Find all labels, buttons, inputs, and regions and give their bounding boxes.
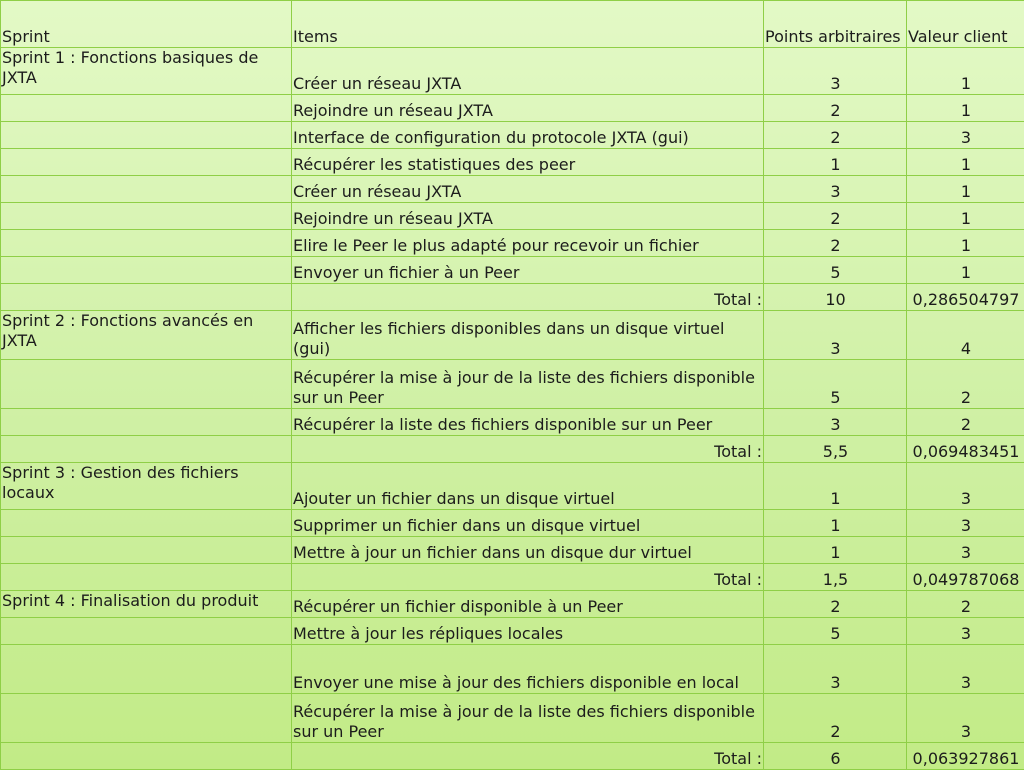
points-cell: 2 (764, 95, 907, 122)
points-cell: 2 (764, 591, 907, 618)
total-row (1, 284, 1024, 311)
item-cell: Récupérer un fichier disponible à un Peer (292, 591, 764, 618)
points-total: 5,5 (764, 436, 907, 463)
points-cell: 2 (764, 203, 907, 230)
points-cell: 2 (764, 694, 907, 743)
total-row (1, 743, 1024, 770)
sprint-cell (1, 409, 292, 436)
table-row (1, 149, 1024, 176)
table-row (1, 95, 1024, 122)
table-row (1, 257, 1024, 284)
table-row (1, 645, 1024, 694)
table-row (1, 176, 1024, 203)
table-row (1, 694, 1024, 743)
total-label: Total : (292, 564, 764, 591)
table-row (1, 311, 1024, 360)
value-cell: 1 (907, 48, 1024, 95)
value-total: 0,063927861 (907, 743, 1024, 770)
points-cell: 3 (764, 645, 907, 694)
points-cell: 1 (764, 149, 907, 176)
sprint-cell: Sprint 2 : Fonctions avancés en JXTA (1, 311, 292, 360)
item-cell: Interface de configuration du protocole JXTA (gui) (292, 122, 764, 149)
item-cell: Supprimer un fichier dans un disque virtuel (292, 510, 764, 537)
sprint-cell (1, 743, 292, 770)
sprint-cell (1, 257, 292, 284)
total-label: Total : (292, 436, 764, 463)
sprint-cell (1, 149, 292, 176)
sprint-cell: Sprint 4 : Finalisation du produit (1, 591, 292, 618)
sprint-cell (1, 564, 292, 591)
points-cell: 1 (764, 463, 907, 510)
item-cell: Rejoindre un réseau JXTA (292, 95, 764, 122)
header-sprint: Sprint (1, 1, 292, 48)
value-cell: 3 (907, 618, 1024, 645)
header-items: Items (292, 1, 764, 48)
sprint-cell (1, 203, 292, 230)
value-cell: 3 (907, 122, 1024, 149)
item-cell: Envoyer un fichier à un Peer (292, 257, 764, 284)
points-cell: 3 (764, 176, 907, 203)
sprint-cell (1, 284, 292, 311)
total-label: Total : (292, 743, 764, 770)
value-cell: 1 (907, 230, 1024, 257)
table-row (1, 510, 1024, 537)
points-cell: 2 (764, 122, 907, 149)
value-cell: 1 (907, 176, 1024, 203)
value-cell: 3 (907, 694, 1024, 743)
value-cell: 3 (907, 510, 1024, 537)
points-total: 1,5 (764, 564, 907, 591)
value-cell: 4 (907, 311, 1024, 360)
sprint-cell (1, 360, 292, 409)
header-row (1, 1, 1024, 48)
item-cell: Créer un réseau JXTA (292, 176, 764, 203)
item-cell: Récupérer les statistiques des peer (292, 149, 764, 176)
total-row (1, 436, 1024, 463)
header-value: Valeur client (907, 1, 1024, 48)
item-cell: Afficher les fichiers disponibles dans un disque virtuel (gui) (292, 311, 764, 360)
item-cell: Créer un réseau JXTA (292, 48, 764, 95)
sprint-cell (1, 645, 292, 694)
sprint-cell (1, 95, 292, 122)
sprint-cell (1, 436, 292, 463)
sprint-cell: Sprint 1 : Fonctions basiques de JXTA (1, 48, 292, 95)
points-cell: 5 (764, 360, 907, 409)
item-cell: Récupérer la mise à jour de la liste des fichiers disponible sur un Peer (292, 360, 764, 409)
value-total: 0,049787068 (907, 564, 1024, 591)
points-total: 6 (764, 743, 907, 770)
total-label: Total : (292, 284, 764, 311)
item-cell: Rejoindre un réseau JXTA (292, 203, 764, 230)
value-cell: 3 (907, 463, 1024, 510)
header-points: Points arbitraires (764, 1, 907, 48)
sprint-cell (1, 537, 292, 564)
points-cell: 1 (764, 537, 907, 564)
points-cell: 3 (764, 48, 907, 95)
item-cell: Récupérer la liste des fichiers disponible sur un Peer (292, 409, 764, 436)
table-row (1, 48, 1024, 95)
sprint-cell (1, 618, 292, 645)
value-cell: 2 (907, 591, 1024, 618)
sprint-cell (1, 230, 292, 257)
points-cell: 3 (764, 311, 907, 360)
item-cell: Envoyer une mise à jour des fichiers disponible en local (292, 645, 764, 694)
item-cell: Récupérer la mise à jour de la liste des fichiers disponible sur un Peer (292, 694, 764, 743)
sprint-cell (1, 122, 292, 149)
sprint-cell (1, 510, 292, 537)
item-cell: Elire le Peer le plus adapté pour recevoir un fichier (292, 230, 764, 257)
item-cell: Ajouter un fichier dans un disque virtuel (292, 463, 764, 510)
sprint-cell (1, 694, 292, 743)
table-row (1, 537, 1024, 564)
value-cell: 1 (907, 203, 1024, 230)
value-cell: 3 (907, 645, 1024, 694)
table-row (1, 203, 1024, 230)
value-cell: 2 (907, 409, 1024, 436)
value-cell: 1 (907, 95, 1024, 122)
item-cell: Mettre à jour un fichier dans un disque dur virtuel (292, 537, 764, 564)
points-cell: 3 (764, 409, 907, 436)
value-total: 0,069483451 (907, 436, 1024, 463)
table-row (1, 360, 1024, 409)
points-cell: 5 (764, 257, 907, 284)
table-row (1, 463, 1024, 510)
points-cell: 5 (764, 618, 907, 645)
table-row (1, 409, 1024, 436)
table-row (1, 591, 1024, 618)
value-cell: 1 (907, 257, 1024, 284)
table-row (1, 230, 1024, 257)
value-cell: 3 (907, 537, 1024, 564)
sprint-cell (1, 176, 292, 203)
points-cell: 1 (764, 510, 907, 537)
item-cell: Mettre à jour les répliques locales (292, 618, 764, 645)
sprint-cell: Sprint 3 : Gestion des fichiers locaux (1, 463, 292, 510)
total-row (1, 564, 1024, 591)
value-cell: 2 (907, 360, 1024, 409)
value-cell: 1 (907, 149, 1024, 176)
table-row (1, 122, 1024, 149)
value-total: 0,286504797 (907, 284, 1024, 311)
points-cell: 2 (764, 230, 907, 257)
points-total: 10 (764, 284, 907, 311)
table-row (1, 618, 1024, 645)
